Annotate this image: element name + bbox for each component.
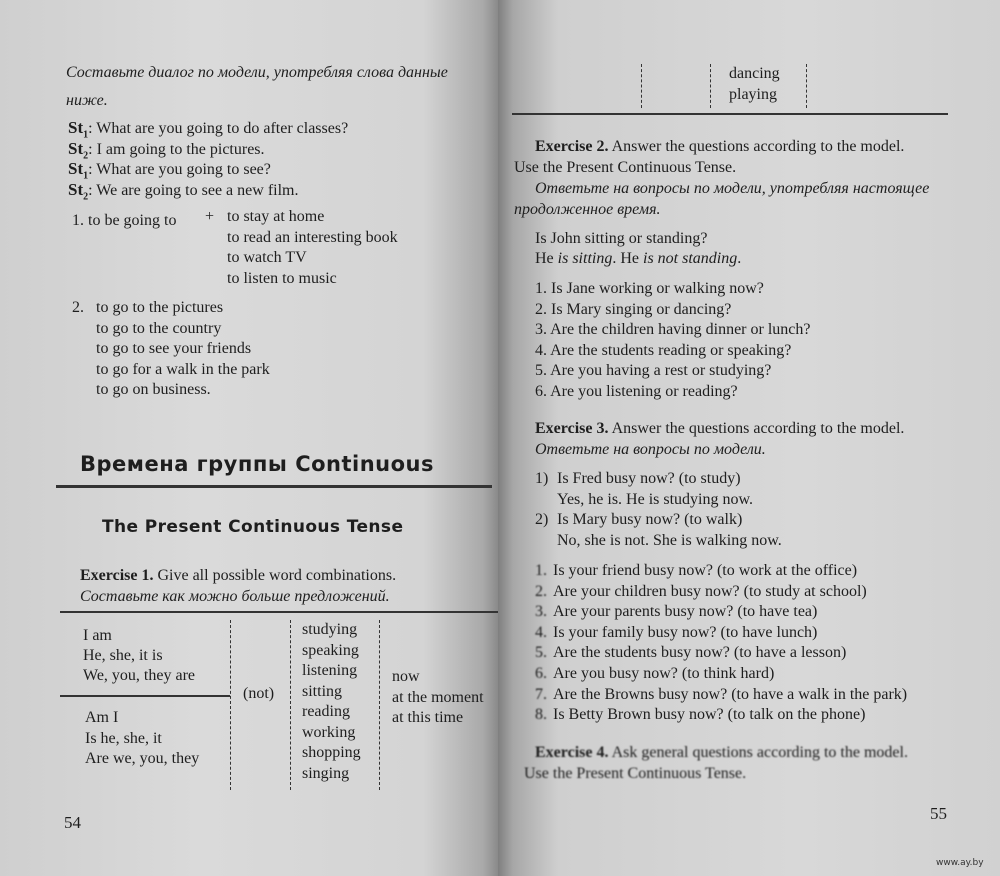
exercise2-line1 [535, 137, 904, 157]
speaker-index: 1 [83, 129, 89, 141]
speaker-label: $St_2$ [68, 179, 89, 202]
model-number: 2) [535, 511, 549, 528]
exercise3-text: Answer the questions according to the model. [608, 420, 905, 437]
exercise4-line1 [535, 743, 908, 763]
model-number: 1) [535, 470, 549, 487]
page-number-left: 54 [64, 813, 81, 832]
item1-line: to watch TV [227, 249, 307, 266]
table-verb: studying [302, 621, 358, 638]
item2-line: to go to the pictures [96, 299, 224, 316]
table-verb: working [302, 723, 356, 741]
exercise1-instruction-ru: Составьте как можно больше предложений. [80, 588, 390, 605]
exercise1-text: Give all possible word combinations. [153, 567, 397, 584]
table-divider-2 [290, 620, 291, 790]
item2-line: to go for a walk in the park [96, 360, 270, 378]
exercise3-item: Is your family busy now? (to have lunch) [553, 623, 818, 641]
model-answer: No, she is not. She is walking now. [557, 532, 782, 549]
exercise2-item: 1. Is Jane working or walking now? [535, 280, 764, 297]
item1-plus: + [205, 208, 215, 225]
exercise3-item-number: 4. [535, 623, 547, 641]
speaker-index: 2 [83, 149, 89, 161]
table-question-subject: Am I [85, 709, 119, 726]
instruction-ru-line1: Составьте диалог по модели, употребляя слова данные [66, 64, 448, 81]
watermark: www.ay.by [936, 858, 984, 868]
exercise4-text: Ask general questions according to the model. [608, 744, 908, 761]
item2-line: to go to see your friends [96, 340, 252, 357]
table-subject: I am [83, 627, 112, 644]
exercise3-instruction-ru: Ответьте на вопросы по модели. [535, 441, 766, 458]
table-verb: listening [302, 662, 358, 679]
model-answer-part: . [737, 250, 742, 267]
speaker-label: $St_1$ [68, 118, 89, 141]
exercise2-item: 2. Is Mary singing or dancing? [535, 300, 732, 318]
exercise2-label: Exercise 2. [535, 138, 609, 155]
right-page [498, 0, 1000, 876]
item2-line: to go to the country [96, 319, 222, 337]
speaker-index: 2 [83, 190, 89, 202]
exercise3-item: Are you busy now? (to think hard) [553, 665, 775, 682]
table-subject: We, you, they are [83, 667, 195, 684]
table-question-subject: Are we, you, they [85, 750, 200, 767]
model-answer-part: . He [612, 250, 643, 267]
item2-line: to go on business. [96, 381, 211, 398]
model-question: Is Fred busy now? (to study) [557, 470, 741, 487]
table-verb: dancing [729, 65, 780, 82]
exercise4-label: Exercise 4. [535, 744, 609, 761]
exercise3-item-number: 1. [535, 562, 547, 579]
exercise2-model-question: Is John sitting or standing? [535, 230, 708, 247]
exercise3-item-number: 7. [535, 685, 547, 703]
table-mid-rule [60, 695, 230, 697]
exercise4-line2: Use the Present Continuous Tense. [524, 765, 747, 782]
table-subject: He, she, it is [83, 647, 163, 664]
subsection-title: The Present Continuous Tense [102, 517, 404, 537]
cont-divider-2 [710, 64, 711, 108]
item1-prefix: 1. to be going to [72, 212, 177, 229]
instruction-ru-line2: ниже. [66, 92, 108, 109]
exercise3-item: Are the Browns busy now? (to have a walk in the park) [553, 685, 908, 703]
exercise1-instruction [80, 566, 396, 586]
model-question: Is Mary busy now? (to walk) [557, 511, 743, 528]
exercise3-item: Are your children busy now? (to study at school) [553, 582, 867, 600]
exercise3-item: Is Betty Brown busy now? (to talk on the phone) [553, 706, 866, 724]
exercise2-item: 6. Are you listening or reading? [535, 383, 738, 400]
exercise2-ru-line1: Ответьте на вопросы по модели, употребляя настоящее [535, 180, 930, 197]
exercise3-item-number: 8. [535, 706, 547, 724]
item1-line: to listen to music [227, 269, 337, 287]
exercise3-item: Are your parents busy now? (to have tea) [553, 603, 818, 621]
table-verb: playing [729, 86, 777, 103]
dialog-text: : What are you going to see? [88, 161, 271, 178]
speaker-label: $St_1$ [68, 159, 89, 182]
table-verb: reading [302, 703, 350, 720]
item2-prefix: 2. [72, 299, 84, 316]
model-answer-part: He [535, 250, 558, 267]
dialog-text: : What are you going to do after classes? [88, 120, 349, 137]
exercise3-label: Exercise 3. [535, 420, 609, 437]
section-title: Времена группы Continuous [80, 452, 434, 476]
table-verb: speaking [302, 641, 359, 659]
exercise3-item: Is your friend busy now? (to work at the office) [553, 562, 858, 579]
table-time: now [392, 668, 420, 685]
exercise2-item: 5. Are you having a rest or studying? [535, 362, 772, 380]
table-col2: (not) [243, 685, 275, 702]
exercise2-text: Answer the questions according to the model. [608, 138, 905, 155]
dialog-text: : I am going to the pictures. [88, 140, 265, 158]
model-answer: Yes, he is. He is studying now. [557, 491, 754, 508]
cont-divider-3 [806, 64, 807, 108]
exercise2-ru-line2: продолженное время. [514, 201, 661, 218]
table-time: at the moment [392, 688, 484, 706]
model-answer-part: is sitting [557, 250, 613, 267]
dialog-line [68, 180, 298, 207]
table-divider-3 [379, 620, 380, 790]
page-number-right: 55 [930, 804, 947, 823]
exercise1-label: Exercise 1. [80, 567, 154, 584]
model-answer-part: is not standing [643, 250, 738, 267]
left-page [0, 0, 498, 876]
table-top-rule [60, 611, 498, 613]
table-divider-1 [230, 620, 231, 790]
exercise2-line2: Use the Present Continuous Tense. [514, 159, 737, 176]
item1-line: to stay at home [227, 208, 325, 225]
table-verb: sitting [302, 682, 343, 700]
exercise3-item-number: 3. [535, 603, 547, 621]
table-time: at this time [392, 709, 464, 726]
exercise3-item-number: 6. [535, 665, 547, 682]
exercise2-item: 3. Are the children having dinner or lunch? [535, 321, 811, 339]
exercise2-model-answer [535, 249, 741, 269]
cont-divider-1 [641, 64, 642, 108]
exercise3-item: Are the students busy now? (to have a lesson) [553, 644, 847, 662]
item1-line: to read an interesting book [227, 228, 398, 246]
speaker-index: 1 [83, 170, 89, 182]
exercise3-item-number: 5. [535, 644, 547, 662]
section-rule [56, 485, 492, 488]
exercise3-line1 [535, 419, 904, 439]
exercise2-item: 4. Are the students reading or speaking? [535, 341, 792, 359]
table-question-subject: Is he, she, it [85, 729, 162, 747]
speaker-label: $St_2$ [68, 138, 89, 161]
table-verb: singing [302, 764, 350, 782]
exercise3-item-number: 2. [535, 582, 547, 600]
table-verb: shopping [302, 744, 361, 761]
cont-bottom-rule [512, 113, 948, 115]
dialog-text: : We are going to see a new film. [88, 181, 299, 199]
